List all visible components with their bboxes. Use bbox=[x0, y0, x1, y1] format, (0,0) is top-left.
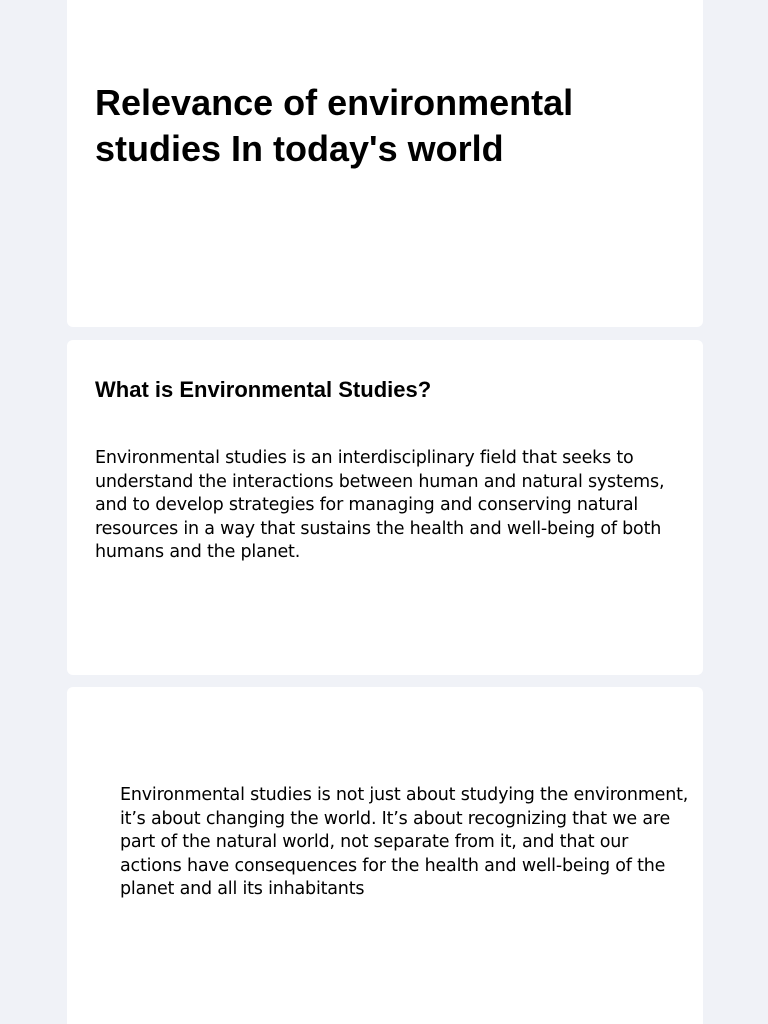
slide-card-definition[interactable] bbox=[67, 340, 703, 675]
slide-title: Relevance of environmental studies In today's world bbox=[95, 82, 574, 169]
slide-card-quote[interactable] bbox=[67, 687, 703, 1024]
slide-body-text: Environmental studies is not just about studying the environment, it’s about changing the world. It’s about recognizing that we are part of the natural world, not separate from it, and that our actions have consequences for the health and well-being of the planet and all its inhabitants bbox=[120, 785, 689, 899]
slide-card-title[interactable] bbox=[67, 0, 703, 327]
slide-heading: What is Environmental Studies? bbox=[95, 377, 432, 402]
slide-body-text: Environmental studies is an interdisciplinary field that seeks to understand the interactions between human and natural systems, and to develop strategies for managing and conserving natural resources in a way that sustains the health and well-being of both humans and the planet. bbox=[95, 448, 665, 562]
